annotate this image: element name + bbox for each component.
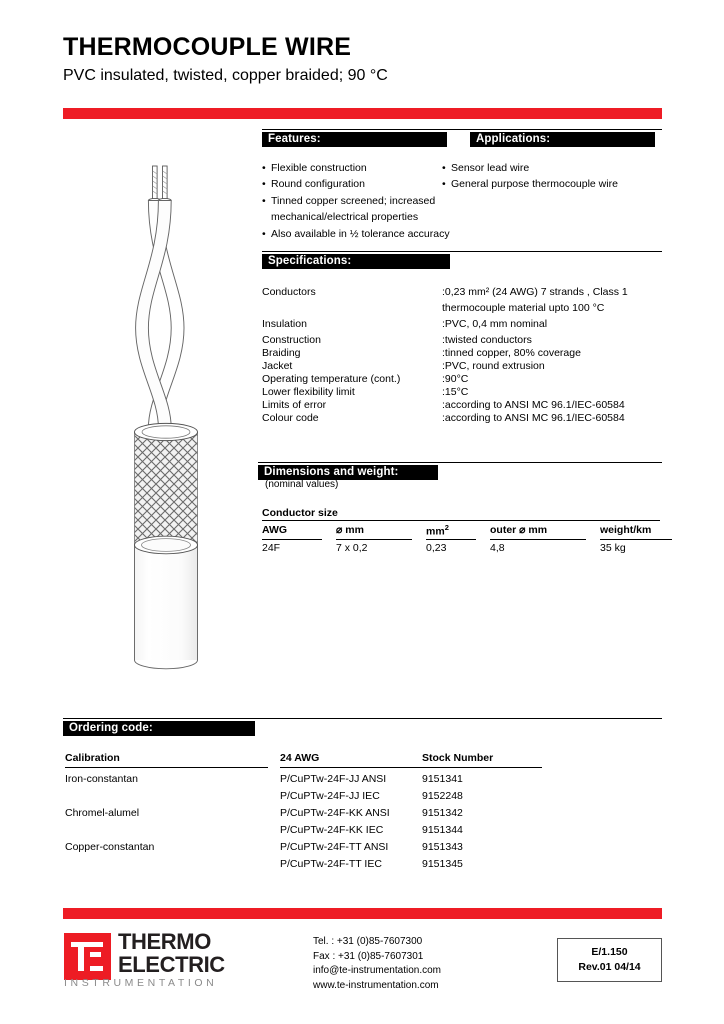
cell-stock-number: 9151342 — [422, 807, 463, 819]
list-item-continuation: mechanical/electrical properties — [271, 211, 419, 224]
spec-value: :15°C — [442, 386, 469, 398]
cell-stock-number: 9152248 — [422, 790, 463, 802]
footer-accent-bar — [63, 908, 662, 919]
cell-spacer — [268, 853, 280, 870]
table-row — [65, 819, 542, 836]
spec-label: Colour code — [262, 412, 319, 424]
te-logo-icon — [64, 933, 111, 980]
features-heading: Features: — [262, 132, 447, 147]
dimensions-table — [262, 521, 672, 554]
revision-box — [557, 938, 662, 982]
contact-block — [313, 935, 441, 993]
col-weight-per-km: weight/km — [600, 521, 672, 540]
cell-area-mm2: 0,23 — [426, 541, 447, 554]
applications-heading: Applications: — [470, 132, 655, 147]
ordering-table — [65, 752, 542, 870]
spec-value: :tinned copper, 80% coverage — [442, 347, 581, 359]
table-row — [65, 802, 542, 819]
cell-spacer — [412, 540, 426, 554]
logo-wordmark — [118, 930, 225, 976]
spec-label: Insulation — [262, 318, 307, 330]
cell-awg: 24F — [262, 541, 281, 554]
specifications-top-rule — [262, 251, 662, 252]
cell-stock-number: 9151344 — [422, 824, 463, 836]
col-awg: AWG — [262, 521, 322, 540]
cell-stock-number: 9151341 — [422, 773, 463, 785]
list-item: • Round configuration — [262, 176, 462, 192]
cell-spacer — [586, 540, 600, 554]
contact-telephone: Tel. : +31 (0)85-7607300 — [313, 936, 423, 947]
page-title: THERMOCOUPLE WIRE — [63, 33, 352, 61]
contact-fax: Fax : +31 (0)85-7607301 — [313, 950, 424, 962]
col-stock-number: Stock Number — [422, 752, 542, 768]
cell-calibration: Chromel-alumel — [65, 807, 140, 819]
superscript-2: 2 — [444, 523, 449, 532]
table-header-row — [65, 752, 542, 768]
contact-website[interactable]: www.te-instrumentation.com — [313, 979, 439, 991]
col-calibration: Calibration — [65, 752, 268, 768]
list-item: • Flexible construction — [262, 160, 462, 176]
cell-spacer — [268, 768, 280, 785]
cell-stock-number: 9151343 — [422, 841, 463, 853]
spec-value: :0,23 mm² (24 AWG) 7 strands , Class 1 — [442, 286, 628, 298]
spec-value: :according to ANSI MC 96.1/IEC-60584 — [442, 399, 625, 411]
spec-label: Jacket — [262, 360, 293, 372]
applications-list — [442, 160, 662, 193]
cell-calibration — [65, 853, 268, 870]
cell-order-code: P/CuPTw-24F-TT ANSI — [280, 841, 389, 853]
cell-spacer — [268, 802, 280, 819]
list-item: • General purpose thermocouple wire — [442, 176, 662, 192]
cell-stock-number: 9151345 — [422, 858, 463, 870]
spec-value: :according to ANSI MC 96.1/IEC-60584 — [442, 412, 625, 424]
cell-calibration — [65, 819, 268, 836]
dimensions-note: (nominal values) — [265, 479, 339, 490]
list-item: • Sensor lead wire — [442, 160, 662, 176]
cell-weight-per-km: 35 kg — [600, 541, 626, 554]
spec-label: Construction — [262, 334, 321, 346]
table-row — [65, 768, 542, 785]
specifications-heading: Specifications: — [262, 254, 450, 269]
table-row — [65, 853, 542, 870]
col-area-mm2: $mm^2$ — [426, 521, 476, 540]
spec-label: Limits of error — [262, 399, 327, 411]
ordering-heading: Ordering code: — [63, 721, 255, 736]
cell-spacer — [268, 836, 280, 853]
spec-label: Operating temperature (cont.) — [262, 373, 401, 385]
table-row — [65, 785, 542, 802]
ordering-top-rule — [63, 718, 662, 719]
cell-order-code: P/CuPTw-24F-KK IEC — [280, 824, 384, 836]
spec-label: Conductors — [262, 286, 316, 298]
col-spacer — [268, 752, 280, 768]
dimensions-heading: Dimensions and weight: — [258, 465, 438, 480]
col-diameter-mm: ⌀ mm — [336, 521, 412, 540]
spec-value: :90°C — [442, 373, 469, 385]
col-outer-diameter: outer ⌀ mm — [490, 521, 586, 540]
cell-spacer — [268, 785, 280, 802]
cable-illustration — [120, 160, 212, 677]
cell-spacer — [268, 819, 280, 836]
logo-tagline: INSTRUMENTATION — [64, 977, 218, 989]
cell-calibration: Iron-constantan — [65, 773, 138, 785]
revision-date: Rev.01 04/14 — [578, 961, 641, 973]
table-row — [262, 540, 672, 554]
cell-order-code: P/CuPTw-24F-JJ ANSI — [280, 773, 387, 785]
cell-diameter-mm: 7 x 0,2 — [336, 541, 368, 554]
cell-order-code: P/CuPTw-24F-TT IEC — [280, 858, 382, 870]
cell-calibration: Copper-constantan — [65, 841, 155, 853]
cell-order-code: P/CuPTw-24F-KK ANSI — [280, 807, 390, 819]
document-code: E/1.150 — [591, 946, 628, 958]
spec-label: Braiding — [262, 347, 301, 359]
col-spacer — [322, 521, 336, 540]
dimensions-top-rule — [258, 462, 662, 463]
header-accent-bar — [63, 108, 662, 119]
features-top-rule — [262, 129, 662, 130]
spec-value: :PVC, round extrusion — [442, 360, 545, 372]
col-spacer — [476, 521, 490, 540]
cell-spacer — [476, 540, 490, 554]
col-24-awg: 24 AWG — [280, 752, 422, 768]
spec-value: :twisted conductors — [442, 334, 532, 346]
spec-value: :PVC, 0,4 mm nominal — [442, 318, 548, 330]
col-spacer — [586, 521, 600, 540]
cell-order-code: P/CuPTw-24F-JJ IEC — [280, 790, 380, 802]
cell-spacer — [322, 540, 336, 554]
features-list — [262, 160, 462, 242]
list-item: • Also available in ½ tolerance accuracy — [262, 226, 462, 242]
table-row — [65, 836, 542, 853]
logo-line-thermo: THERMO — [118, 929, 211, 954]
page-subtitle: PVC insulated, twisted, copper braided; 90 °C — [63, 67, 388, 84]
spec-value-continuation: thermocouple material upto 100 °C — [442, 302, 605, 314]
cell-calibration — [65, 785, 268, 802]
conductor-size-subheading: Conductor size — [262, 507, 338, 519]
list-item: • Tinned copper screened; increased — [262, 193, 462, 209]
spec-label: Lower flexibility limit — [262, 386, 355, 398]
cell-outer-diameter: 4,8 — [490, 541, 505, 554]
contact-email[interactable]: info@te-instrumentation.com — [313, 965, 441, 977]
table-header-row — [262, 521, 672, 540]
col-spacer — [412, 521, 426, 540]
logo-line-electric: ELECTRIC — [118, 952, 225, 977]
